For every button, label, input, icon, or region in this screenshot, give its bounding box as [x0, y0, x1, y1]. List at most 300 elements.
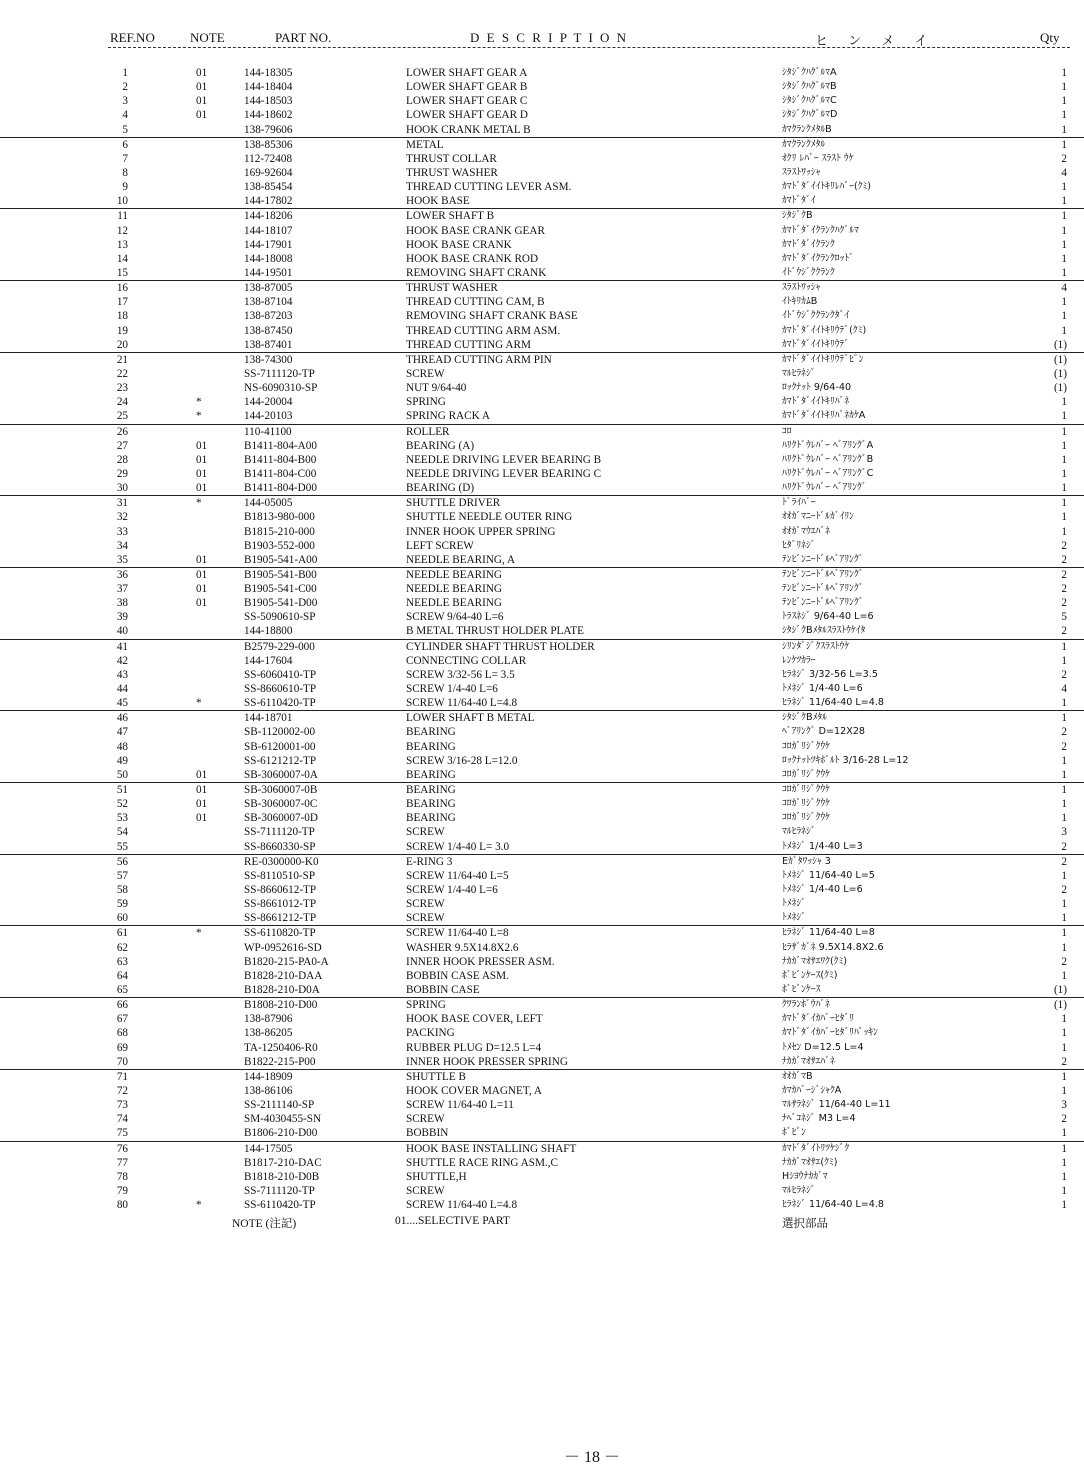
cell-ref-no: 9	[122, 181, 128, 194]
cell-ref-no: 18	[116, 310, 128, 323]
cell-ref-no: 12	[116, 224, 128, 237]
cell-description: NEEDLE DRIVING LEVER BEARING C	[406, 467, 602, 480]
table-row	[0, 252, 1084, 266]
table-row	[0, 80, 1084, 94]
cell-description: PACKING	[406, 1027, 455, 1040]
cell-qty: (1)	[1053, 353, 1067, 366]
cell-note: 01	[196, 597, 208, 610]
cell-description: HOOK BASE	[406, 195, 470, 208]
cell-ref-no: 39	[116, 611, 128, 624]
cell-description: THREAD CUTTING CAM, B	[406, 296, 545, 309]
cell-description: SPRING	[406, 396, 446, 409]
table-row	[0, 925, 1084, 940]
cell-part-no: B1903-552-000	[244, 539, 315, 552]
cell-qty: 4	[1061, 282, 1067, 295]
cell-hinmei: ﾄﾒﾈｼﾞ	[782, 912, 806, 924]
cell-qty: 1	[1061, 123, 1067, 136]
cell-description: LOWER SHAFT GEAR B	[406, 81, 528, 94]
cell-ref-no: 10	[116, 195, 128, 208]
cell-part-no: B1813-980-000	[244, 511, 315, 524]
table-row	[0, 467, 1084, 481]
cell-part-no: SB-6120001-00	[244, 740, 316, 753]
cell-part-no: RE-0300000-K0	[244, 855, 319, 868]
table-row	[0, 654, 1084, 668]
cell-part-no: SS-5090610-SP	[244, 611, 316, 624]
cell-qty: 2	[1061, 740, 1067, 753]
cell-description: CYLINDER SHAFT THRUST HOLDER	[406, 640, 595, 653]
table-row	[0, 1069, 1084, 1084]
cell-qty: 1	[1061, 410, 1067, 423]
cell-part-no: B1828-210-D0A	[244, 984, 320, 996]
cell-qty: 4	[1061, 683, 1067, 696]
cell-ref-no: 19	[116, 324, 128, 337]
cell-ref-no: 63	[116, 955, 128, 968]
cell-description: THREAD CUTTING LEVER ASM.	[406, 181, 572, 194]
cell-ref-no: 11	[117, 210, 128, 223]
cell-hinmei: ﾋﾗﾈｼﾞ 11/64-40 L=4.8	[782, 697, 885, 709]
cell-ref-no: 2	[122, 81, 128, 94]
table-row	[0, 1198, 1084, 1212]
cell-description: SCREW	[406, 367, 445, 380]
cell-part-no: B1905-541-D00	[244, 597, 318, 610]
cell-part-no: SB-3060007-0A	[244, 768, 318, 781]
cell-ref-no: 71	[116, 1070, 128, 1083]
cell-description: WASHER 9.5X14.8X2.6	[406, 941, 519, 954]
cell-hinmei: Hｼﾖｳﾅｶｶﾞﾏ	[782, 1170, 828, 1182]
cell-ref-no: 22	[116, 367, 128, 380]
cell-description: SCREW	[406, 912, 445, 925]
table-row	[0, 1170, 1084, 1184]
cell-qty: 1	[1061, 898, 1067, 911]
table-row	[0, 582, 1084, 596]
cell-ref-no: 72	[116, 1084, 128, 1097]
cell-ref-no: 7	[122, 152, 128, 165]
cell-qty: 1	[1061, 640, 1067, 653]
cell-qty: 1	[1061, 1184, 1067, 1197]
cell-description: LOWER SHAFT B METAL	[406, 712, 535, 725]
cell-part-no: 144-05005	[244, 497, 293, 510]
cell-qty: 1	[1061, 768, 1067, 781]
cell-part-no: WP-0952616-SD	[244, 941, 322, 954]
cell-ref-no: 5	[122, 123, 128, 136]
cell-qty: (1)	[1053, 999, 1067, 1012]
cell-ref-no: 54	[116, 826, 128, 839]
cell-hinmei: Eｶﾞﾀﾜｯｼｬ 3	[782, 855, 831, 867]
cell-ref-no: 31	[116, 497, 128, 510]
table-row	[0, 1012, 1084, 1026]
cell-qty: 1	[1061, 181, 1067, 194]
table-row	[0, 324, 1084, 338]
cell-ref-no: 66	[116, 999, 128, 1012]
header-ref-no: REF.NO	[110, 30, 155, 45]
table-row	[0, 94, 1084, 108]
cell-description: HOOK BASE COVER, LEFT	[406, 1013, 543, 1026]
table-row	[0, 280, 1084, 295]
cell-part-no: SS-7111120-TP	[244, 1184, 315, 1197]
cell-part-no: B1828-210-DAA	[244, 969, 323, 982]
cell-part-no: 138-85454	[244, 181, 293, 194]
footer-note-jp: 選択部品	[782, 1218, 828, 1230]
cell-part-no: 138-87906	[244, 1013, 293, 1026]
cell-description: SCREW 1/4-40 L=6	[406, 683, 498, 696]
cell-hinmei: ｶﾏｸﾗﾝｸﾒﾀﾙB	[782, 123, 832, 135]
cell-qty: 1	[1061, 1013, 1067, 1026]
cell-description: SHUTTLE DRIVER	[406, 497, 501, 510]
cell-note: 01	[196, 553, 208, 566]
cell-ref-no: 30	[116, 482, 128, 495]
table-row	[0, 1184, 1084, 1198]
cell-ref-no: 73	[116, 1099, 128, 1112]
cell-hinmei: ｶﾏﾄﾞﾀﾞｲｲﾄｷﾘﾊﾞﾈｶｹA	[782, 410, 866, 422]
cell-qty: (1)	[1053, 338, 1067, 351]
cell-description: HOOK BASE CRANK ROD	[406, 252, 539, 265]
table-row	[0, 1041, 1084, 1055]
cell-ref-no: 36	[116, 568, 128, 581]
cell-description: SCREW 3/16-28 L=12.0	[406, 754, 518, 767]
cell-description: THREAD CUTTING ARM	[406, 338, 531, 351]
table-row	[0, 395, 1084, 409]
cell-qty: 2	[1061, 884, 1067, 897]
table-row	[0, 553, 1084, 567]
cell-qty: 1	[1061, 310, 1067, 323]
table-row	[0, 266, 1084, 280]
cell-part-no: 144-17802	[244, 195, 293, 208]
cell-qty: (1)	[1053, 382, 1067, 395]
cell-description: BOBBIN CASE	[406, 984, 480, 996]
cell-description: SHUTTLE B	[406, 1070, 466, 1083]
cell-ref-no: 70	[116, 1055, 128, 1068]
cell-hinmei: ｶﾏﾄﾞﾀﾞｲｶﾊﾞｰﾋﾀﾞﾘﾊﾟｯｷﾝ	[782, 1027, 878, 1039]
cell-description: SHUTTLE NEEDLE OUTER RING	[406, 511, 573, 524]
cell-qty: 1	[1061, 195, 1067, 208]
cell-qty: 1	[1061, 941, 1067, 954]
cell-ref-no: 23	[116, 382, 128, 395]
cell-part-no: 169-92604	[244, 166, 293, 179]
cell-description: METAL	[406, 138, 444, 151]
cell-hinmei: ﾋﾗｻﾞｶﾞﾈ 9.5X14.8X2.6	[782, 941, 884, 953]
table-row	[0, 194, 1084, 208]
cell-qty: 1	[1061, 1027, 1067, 1040]
table-row	[0, 495, 1084, 510]
cell-ref-no: 52	[116, 798, 128, 811]
cell-note: 01	[196, 812, 208, 825]
cell-description: LOWER SHAFT GEAR D	[406, 109, 528, 122]
table-row	[0, 596, 1084, 610]
table-row	[0, 1084, 1084, 1098]
cell-part-no: 138-79606	[244, 123, 293, 136]
cell-note: 01	[196, 568, 208, 581]
cell-description: REMOVING SHAFT CRANK	[406, 266, 547, 279]
cell-part-no: B1411-804-C00	[244, 467, 317, 480]
cell-part-no: SS-8110510-SP	[244, 869, 316, 882]
cell-hinmei: ﾋﾗﾈｼﾞ 11/64-40 L=4.8	[782, 1199, 885, 1211]
cell-part-no: 144-18008	[244, 252, 293, 265]
cell-hinmei: ｼﾀｼﾞｸﾊｸﾞﾙﾏB	[782, 81, 837, 93]
cell-note: 01	[196, 81, 208, 94]
cell-part-no: SS-8661012-TP	[244, 898, 317, 911]
table-row	[0, 668, 1084, 682]
cell-qty: 2	[1061, 840, 1067, 853]
cell-description: BEARING	[406, 784, 456, 797]
cell-note: *	[196, 1199, 202, 1212]
cell-description: BOBBIN CASE ASM.	[406, 969, 509, 982]
cell-hinmei: ｶﾏﾄﾞﾀﾞｲｸﾗﾝｸ	[782, 238, 835, 250]
cell-qty: 5	[1061, 611, 1067, 624]
cell-ref-no: 79	[116, 1184, 128, 1197]
cell-qty: 1	[1061, 296, 1067, 309]
table-row	[0, 825, 1084, 839]
cell-hinmei: ｲﾄﾞｳｼﾞｸｸﾗﾝｸﾀﾞｲ	[782, 310, 850, 322]
cell-description: HOOK BASE INSTALLING SHAFT	[406, 1142, 577, 1155]
cell-qty: 1	[1061, 109, 1067, 122]
cell-ref-no: 26	[116, 425, 128, 438]
cell-ref-no: 43	[116, 668, 128, 681]
cell-qty: 1	[1061, 467, 1067, 480]
cell-ref-no: 6	[122, 138, 128, 151]
cell-hinmei: ﾎﾞﾋﾞﾝｹｰｽ(ｸﾐ)	[782, 969, 838, 981]
cell-hinmei: ﾄﾒﾈｼﾞ 1/4-40 L=6	[782, 884, 863, 896]
cell-description: ROLLER	[406, 425, 450, 438]
cell-hinmei: ﾅｶｶﾞﾏｵｻｴﾜｸ(ｸﾐ)	[782, 955, 848, 967]
cell-hinmei: ｺﾛｶﾞﾘｼﾞｸｳｹ	[782, 740, 830, 752]
cell-qty: 1	[1061, 511, 1067, 524]
cell-description: NEEDLE BEARING, A	[406, 553, 516, 566]
table-row	[0, 481, 1084, 495]
cell-part-no: SS-8660612-TP	[244, 884, 317, 897]
cell-qty: 1	[1061, 798, 1067, 811]
cell-description: NEEDLE BEARING	[406, 568, 503, 581]
table-row	[0, 525, 1084, 539]
cell-description: BOBBIN	[406, 1127, 449, 1140]
cell-hinmei: ｶﾏﾄﾞﾀﾞｲｶﾊﾞｰﾋﾀﾞﾘ	[782, 1013, 854, 1025]
table-row	[0, 639, 1084, 654]
cell-description: INNER HOOK UPPER SPRING	[406, 525, 556, 538]
cell-description: LOWER SHAFT GEAR A	[406, 67, 528, 79]
cell-hinmei: ｵｵｶﾞﾏB	[782, 1070, 813, 1082]
cell-ref-no: 21	[116, 353, 128, 366]
cell-description: CONNECTING COLLAR	[406, 654, 527, 667]
cell-hinmei: ｶﾏﾄﾞﾀﾞｲｲﾄｷﾘﾚﾊﾞｰ(ｸﾐ)	[782, 181, 872, 193]
cell-part-no: NS-6090310-SP	[244, 382, 318, 395]
cell-part-no: 138-86205	[244, 1027, 293, 1040]
cell-part-no: SB-3060007-0D	[244, 812, 318, 825]
cell-hinmei: ﾄﾒﾈｼﾞ 11/64-40 L=5	[782, 869, 875, 881]
cell-qty: 1	[1061, 1199, 1067, 1212]
cell-qty: 2	[1061, 625, 1067, 638]
cell-ref-no: 41	[116, 640, 128, 653]
footer-note-text: 01....SELECTIVE PART	[395, 1215, 510, 1227]
cell-part-no: SS-6110820-TP	[244, 927, 316, 940]
cell-description: SCREW 11/64-40 L=5	[406, 869, 509, 882]
cell-hinmei: ﾋﾀﾞﾘﾈｼﾞ	[782, 539, 816, 551]
cell-ref-no: 49	[116, 754, 128, 767]
cell-part-no: SS-8660610-TP	[244, 683, 317, 696]
cell-ref-no: 50	[116, 768, 128, 781]
cell-hinmei: ﾛｯｸﾅｯﾄﾂｷﾎﾞﾙﾄ 3/16-28 L=12	[782, 754, 909, 766]
cell-qty: 2	[1061, 955, 1067, 968]
cell-qty: 1	[1061, 439, 1067, 452]
table-row	[0, 740, 1084, 754]
cell-qty: 2	[1061, 1113, 1067, 1126]
cell-ref-no: 74	[116, 1113, 128, 1126]
cell-description: SCREW 9/64-40 L=6	[406, 611, 504, 624]
cell-qty: 1	[1061, 754, 1067, 767]
cell-ref-no: 38	[116, 597, 128, 610]
table-row	[0, 911, 1084, 925]
cell-hinmei: ﾎﾞﾋﾞﾝ	[782, 1127, 806, 1139]
cell-description: SCREW	[406, 1113, 445, 1126]
cell-ref-no: 8	[122, 166, 128, 179]
cell-part-no: 144-18305	[244, 67, 293, 79]
table-row	[0, 997, 1084, 1012]
cell-hinmei: ｶﾏﾄﾞﾀﾞｲﾄﾘﾂｹｼﾞｸ	[782, 1142, 850, 1154]
table-row	[0, 381, 1084, 395]
cell-qty: 3	[1061, 1099, 1067, 1112]
cell-part-no: 144-17604	[244, 654, 293, 667]
cell-part-no: 138-87203	[244, 310, 293, 323]
table-row	[0, 338, 1084, 352]
table-row	[0, 1156, 1084, 1170]
cell-ref-no: 33	[116, 525, 128, 538]
cell-qty: 1	[1061, 67, 1067, 79]
cell-ref-no: 65	[116, 984, 128, 996]
table-row	[0, 754, 1084, 768]
cell-part-no: SS-6110420-TP	[244, 1199, 316, 1212]
cell-description: SHUTTLE RACE RING ASM.,C	[406, 1156, 558, 1169]
cell-description: LOWER SHAFT B	[406, 210, 495, 223]
cell-part-no: SB-3060007-0B	[244, 784, 318, 797]
cell-qty: 1	[1061, 869, 1067, 882]
cell-part-no: B1411-804-A00	[244, 439, 317, 452]
cell-part-no: 144-19501	[244, 266, 293, 279]
cell-description: SCREW 11/64-40 L=11	[406, 1099, 514, 1112]
cell-ref-no: 17	[116, 296, 128, 309]
cell-hinmei: ｽﾗｽﾄﾜｯｼｬ	[782, 166, 821, 178]
cell-hinmei: ﾃﾝﾋﾞﾝﾆｰﾄﾞﾙﾍﾞｱﾘﾝｸﾞ	[782, 597, 864, 609]
cell-ref-no: 44	[116, 683, 128, 696]
cell-qty: 1	[1061, 784, 1067, 797]
cell-note: 01	[196, 109, 208, 122]
cell-ref-no: 55	[116, 840, 128, 853]
cell-part-no: B1818-210-D0B	[244, 1170, 320, 1183]
cell-hinmei: ｼﾀｼﾞｸBﾒﾀﾙ	[782, 712, 827, 724]
table-row	[0, 624, 1084, 638]
cell-ref-no: 45	[116, 697, 128, 710]
cell-description: INNER HOOK PRESSER ASM.	[406, 955, 555, 968]
cell-description: SCREW 11/64-40 L=4.8	[406, 697, 518, 710]
table-row	[0, 782, 1084, 797]
cell-part-no: B2579-229-000	[244, 640, 315, 653]
cell-qty: 2	[1061, 855, 1067, 868]
table-row	[0, 309, 1084, 323]
cell-ref-no: 75	[116, 1127, 128, 1140]
cell-hinmei: ﾅｶｶﾞﾏｵｻｴ(ｸﾐ)	[782, 1156, 838, 1168]
cell-description: SHUTTLE,H	[406, 1170, 467, 1183]
table-row	[0, 224, 1084, 238]
cell-qty: 1	[1061, 497, 1067, 510]
cell-qty: 1	[1061, 654, 1067, 667]
cell-hinmei: ｶﾏｶﾊﾞｰｼﾞｼｬｸA	[782, 1084, 842, 1096]
cell-hinmei: ｽﾗｽﾄﾜｯｼｬ	[782, 282, 821, 294]
cell-ref-no: 57	[116, 869, 128, 882]
cell-description: SPRING RACK A	[406, 410, 490, 423]
cell-description: LOWER SHAFT GEAR C	[406, 95, 528, 108]
cell-qty: 2	[1061, 668, 1067, 681]
cell-hinmei: ｶﾏﾄﾞﾀﾞｲｲﾄｷﾘｳﾃﾞﾋﾟﾝ	[782, 353, 864, 365]
table-row	[0, 983, 1084, 997]
cell-ref-no: 32	[116, 511, 128, 524]
cell-qty: 1	[1061, 1170, 1067, 1183]
table-row	[0, 1112, 1084, 1126]
cell-part-no: B1411-804-D00	[244, 482, 317, 495]
cell-qty: 1	[1061, 697, 1067, 710]
cell-ref-no: 48	[116, 740, 128, 753]
cell-hinmei: ｼﾀｼﾞｸﾊｸﾞﾙﾏA	[782, 67, 837, 78]
cell-part-no: 144-17901	[244, 238, 293, 251]
cell-ref-no: 35	[116, 553, 128, 566]
cell-ref-no: 77	[116, 1156, 128, 1169]
cell-hinmei: ﾚﾝｹﾂｶﾗｰ	[782, 654, 816, 666]
cell-note: 01	[196, 768, 208, 781]
cell-ref-no: 60	[116, 912, 128, 925]
cell-part-no: 138-74300	[244, 353, 293, 366]
cell-note: 01	[196, 482, 208, 495]
cell-hinmei: ｺﾛｶﾞﾘｼﾞｸｳｹ	[782, 784, 830, 796]
cell-description: HOOK CRANK METAL B	[406, 123, 531, 136]
cell-hinmei: ﾄﾒﾈｼﾞ 1/4-40 L=6	[782, 683, 863, 695]
cell-ref-no: 59	[116, 898, 128, 911]
cell-ref-no: 80	[116, 1199, 128, 1212]
cell-hinmei: ﾎﾞﾋﾞﾝｹｰｽ	[782, 984, 821, 995]
cell-part-no: 144-17505	[244, 1142, 293, 1155]
table-row	[0, 696, 1084, 710]
cell-part-no: 144-18404	[244, 81, 293, 94]
cell-hinmei: ｵｵｶﾞﾏｳｴﾊﾞﾈ	[782, 525, 830, 537]
cell-hinmei: ﾄﾒﾈｼﾞ 1/4-40 L=3	[782, 840, 863, 852]
cell-description: BEARING	[406, 812, 456, 825]
cell-qty: 2	[1061, 1055, 1067, 1068]
cell-part-no: 144-20103	[244, 410, 293, 423]
cell-note: *	[196, 410, 202, 423]
cell-part-no: 144-18909	[244, 1070, 293, 1083]
cell-description: THRUST WASHER	[406, 282, 498, 295]
cell-part-no: 138-85306	[244, 138, 293, 151]
cell-part-no: 144-18503	[244, 95, 293, 108]
cell-hinmei: ｶﾏﾄﾞﾀﾞｲｲﾄｷﾘｳﾃﾞ(ｸﾐ)	[782, 324, 867, 336]
cell-ref-no: 58	[116, 884, 128, 897]
cell-hinmei: ﾏﾙﾋﾗﾈｼﾞ	[782, 826, 816, 838]
cell-description: SCREW	[406, 898, 445, 911]
table-row	[0, 883, 1084, 897]
cell-ref-no: 46	[116, 712, 128, 725]
cell-hinmei: ﾃﾝﾋﾞﾝﾆｰﾄﾞﾙﾍﾞｱﾘﾝｸﾞ	[782, 583, 864, 595]
cell-ref-no: 14	[116, 252, 128, 265]
table-row	[0, 1098, 1084, 1112]
cell-hinmei: ﾅﾍﾞｺﾈｼﾞ M3 L=4	[782, 1113, 856, 1125]
cell-part-no: SS-7111120-TP	[244, 367, 315, 380]
table-row	[0, 811, 1084, 825]
cell-qty: 1	[1061, 1156, 1067, 1169]
cell-part-no: 144-18107	[244, 224, 293, 237]
cell-qty: 2	[1061, 597, 1067, 610]
table-row	[0, 869, 1084, 883]
cell-description: LEFT SCREW	[406, 539, 474, 552]
cell-description: THREAD CUTTING ARM ASM.	[406, 324, 561, 337]
table-row	[0, 610, 1084, 624]
table-row	[0, 1126, 1084, 1140]
table-row	[0, 854, 1084, 869]
cell-part-no: B1905-541-C00	[244, 583, 317, 596]
